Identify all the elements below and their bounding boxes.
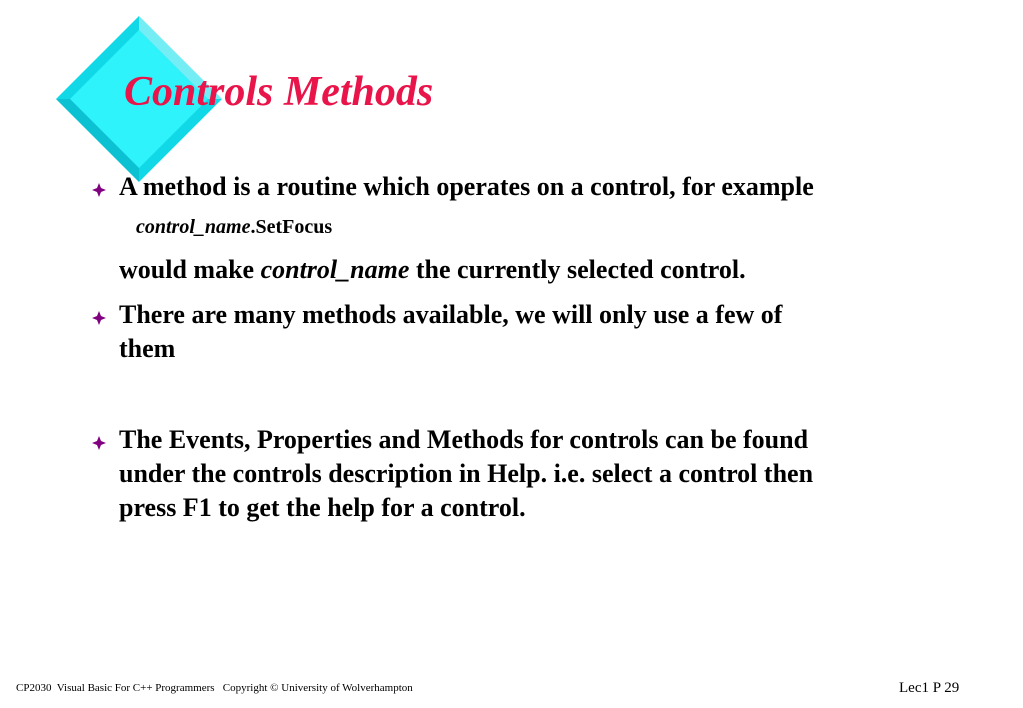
footer-course: CP2030 Visual Basic For C++ Programmers Copyright © University of Wolverhampton [16,682,413,694]
followup-italic: control_name [260,255,410,284]
followup-post: the currently selected control. [409,255,746,284]
code-example-method: .SetFocus [250,216,333,238]
bullet-2-line-1: There are many methods available, we will only use a few of [119,300,783,329]
bullet-3-line-1: The Events, Properties and Methods for controls can be found [119,425,809,454]
followup-pre: would make [119,255,261,284]
footer-page-number: Lec1 P 29 [899,680,960,696]
bullet-3-line-3: press F1 to get the help for a control. [119,493,526,522]
slide-title: Controls Methods [124,69,434,115]
code-example [136,217,332,237]
four-petal-bullet-icon [92,311,106,325]
bullet-1-line-1: A method is a routine which operates on a control, for example [119,172,814,201]
four-petal-bullet-icon [92,436,106,450]
bullet-3-line-2: under the controls description in Help. i.e. select a control then [119,459,814,488]
bullet-1-followup [119,257,746,283]
bullet-2-line-2: them [119,334,176,363]
code-example-object: control_name [136,216,251,238]
four-petal-bullet-icon [92,183,106,197]
